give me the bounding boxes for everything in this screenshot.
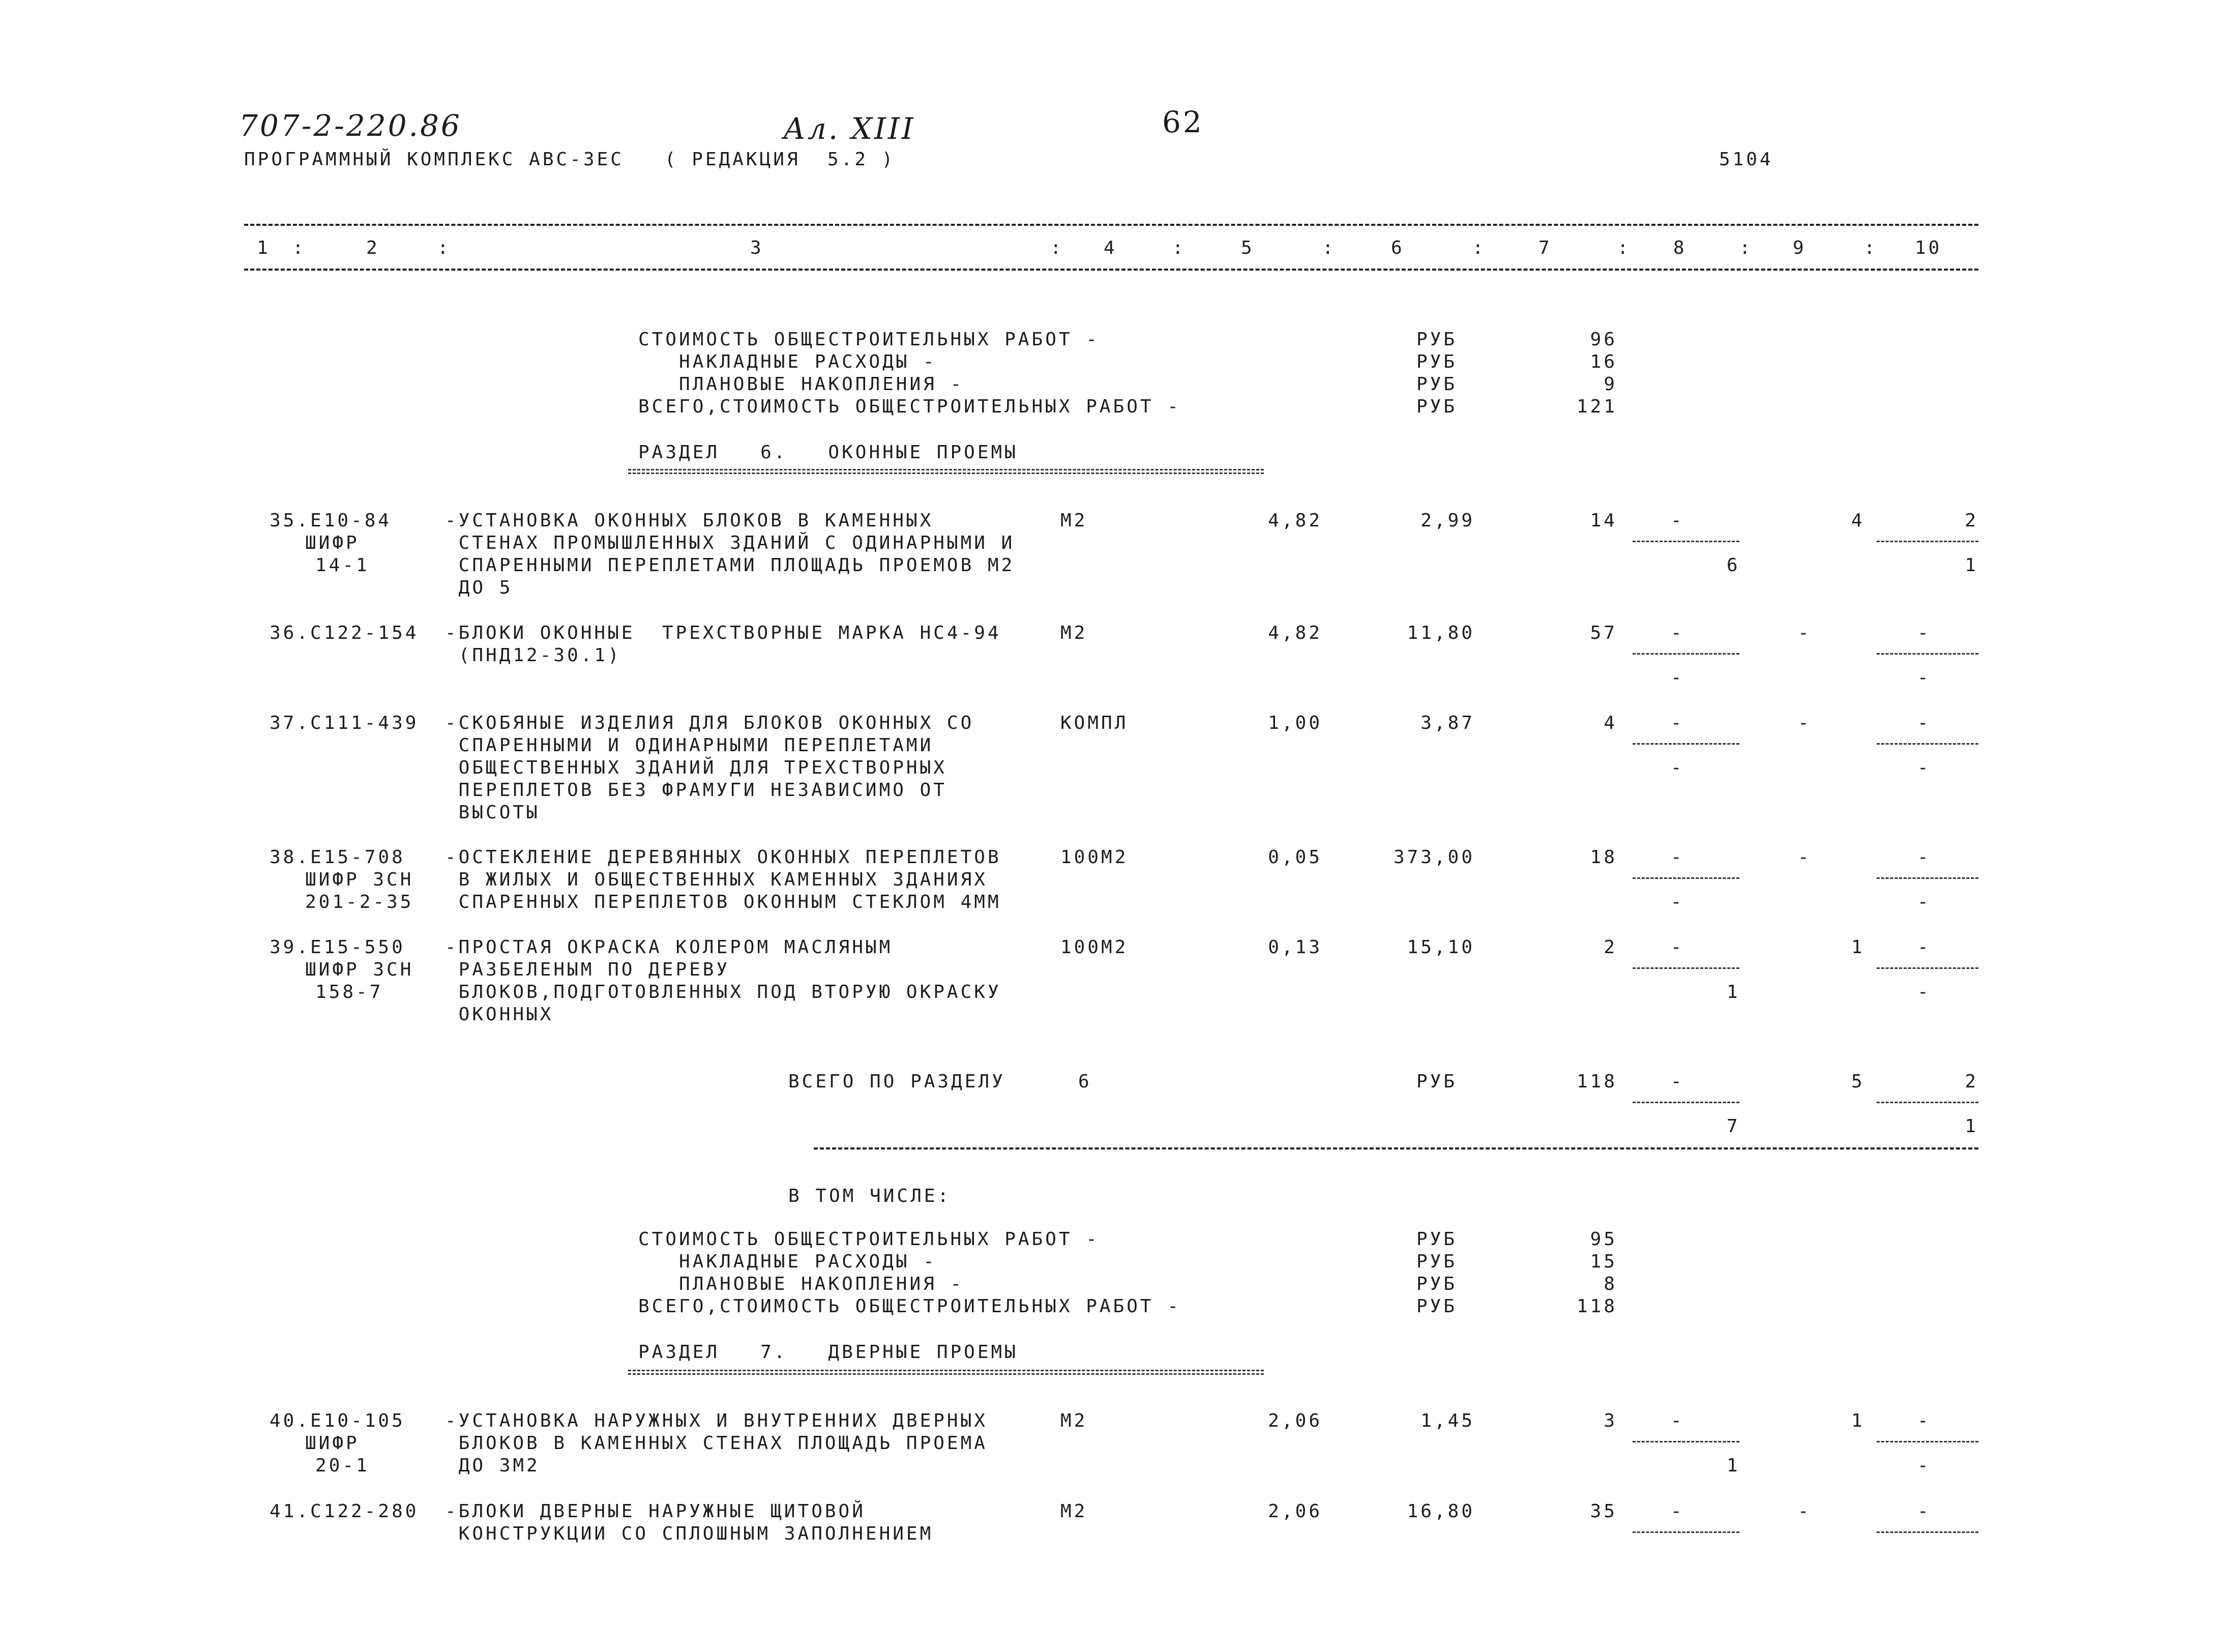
col8-lower-value: - (1671, 667, 1684, 688)
item-code: 41.С122-280 (270, 1501, 419, 1522)
summary-unit: РУБ (1416, 1251, 1458, 1272)
col9-value: - (1798, 1501, 1812, 1522)
col10-value: - (1917, 713, 1931, 733)
item-code: ШИФР (305, 1433, 360, 1454)
item-quantity: 4,82 (1268, 510, 1322, 531)
summary-value: 121 (1576, 396, 1617, 417)
col8-value: - (1671, 1501, 1684, 1522)
summary-unit: РУБ (1416, 351, 1458, 372)
col10-lower-value: - (1917, 1455, 1931, 1476)
item-quantity: 0,13 (1268, 937, 1322, 958)
summary-label: СТОИМОСТЬ ОБЩЕСТРОИТЕЛЬНЫХ РАБОТ - (638, 329, 1100, 350)
item-total: 2 (1604, 937, 1617, 958)
col10-lower-value: 1 (1965, 1116, 1978, 1137)
col8-divider (1633, 653, 1739, 655)
summary-unit: РУБ (1416, 1229, 1458, 1250)
summary-value: 95 (1590, 1229, 1617, 1250)
col10-divider (1877, 877, 1978, 879)
col-header-3: 3 (750, 238, 764, 258)
item-quantity: 2,06 (1268, 1410, 1322, 1431)
col-header-2: 2 (366, 238, 380, 258)
col-header-5: 5 (1241, 238, 1255, 258)
item-unit-price: 2,99 (1420, 510, 1475, 531)
item-description: -ПРОСТАЯ ОКРАСКА КОЛЕРОМ МАСЛЯНЫМ (445, 937, 893, 958)
col8-value: - (1671, 1071, 1684, 1092)
col-header-4: 4 (1104, 238, 1117, 258)
summary-label: ВСЕГО,СТОИМОСТЬ ОБЩЕСТРОИТЕЛЬНЫХ РАБОТ - (638, 396, 1181, 417)
item-description: СТЕНАХ ПРОМЫШЛЕННЫХ ЗДАНИЙ С ОДИНАРНЫМИ И (445, 533, 1015, 553)
item-unit: 100М2 (1060, 937, 1129, 958)
col10-value: - (1917, 847, 1931, 868)
item-description: БЛОКОВ В КАМЕННЫХ СТЕНАХ ПЛОЩАДЬ ПРОЕМА (445, 1433, 988, 1454)
item-unit-price: 3,87 (1420, 713, 1475, 733)
item-unit: КОМПЛ (1060, 713, 1129, 733)
item-unit: 100М2 (1060, 847, 1129, 868)
summary-label: ПЛАНОВЫЕ НАКОПЛЕНИЯ - (638, 374, 964, 395)
item-code: ШИФР ЗСН (305, 869, 414, 890)
summary-value: 96 (1590, 329, 1617, 350)
item-total: 3 (1604, 1410, 1617, 1431)
summary-label: НАКЛАДНЫЕ РАСХОДЫ - (638, 351, 937, 372)
summary-value: 118 (1576, 1296, 1617, 1317)
item-code: 40.Е10-105 (270, 1410, 405, 1431)
section-separator (814, 1147, 1978, 1149)
item-description: ДО 5 (445, 577, 513, 598)
item-unit: М2 (1060, 1410, 1088, 1431)
col-sep: : (1050, 238, 1064, 258)
section-total-label: ВСЕГО ПО РАЗДЕЛУ (788, 1071, 1005, 1092)
col8-value: - (1671, 1410, 1684, 1431)
col10-divider (1877, 1441, 1978, 1442)
col-sep: : (1322, 238, 1336, 258)
sheet-label: Ал. XIII (783, 111, 915, 146)
item-description: СПАРЕННЫХ ПЕРЕПЛЕТОВ ОКОННЫМ СТЕКЛОМ 4ММ (445, 892, 1001, 912)
col-header-6: 6 (1391, 238, 1405, 258)
item-description: ОКОННЫХ (445, 1004, 554, 1025)
col10-value: - (1917, 623, 1931, 643)
item-code: 35.Е10-84 (270, 510, 392, 531)
document-code: 707-2-220.86 (239, 108, 462, 143)
page-number: 62 (1162, 105, 1204, 139)
program-line: ПРОГРАММНЫЙ КОМПЛЕКС АВС-3ЕС ( РЕДАКЦИЯ 5.2 ) (244, 149, 896, 170)
col9-value: 1 (1851, 937, 1865, 958)
item-total: 57 (1590, 623, 1617, 643)
item-unit-price: 11,80 (1407, 623, 1475, 643)
item-code: ШИФР (305, 533, 360, 553)
col-sep: : (1864, 238, 1878, 258)
item-description: СПАРЕННЫМИ ПЕРЕПЛЕТАМИ ПЛОЩАДЬ ПРОЕМОВ М2 (445, 555, 1015, 576)
item-total: 18 (1590, 847, 1617, 868)
summary-unit: РУБ (1416, 1274, 1458, 1294)
col9-value: - (1798, 623, 1812, 643)
col-sep: : (292, 238, 306, 258)
col8-lower-value: - (1671, 757, 1684, 778)
summary-label: ПЛАНОВЫЕ НАКОПЛЕНИЯ - (638, 1274, 964, 1294)
col10-divider (1877, 967, 1978, 969)
section-total-number: 6 (1078, 1071, 1092, 1092)
summary-unit: РУБ (1416, 374, 1458, 395)
col10-divider (1877, 1102, 1978, 1103)
summary-value: 9 (1604, 374, 1617, 395)
header-rule-top (244, 224, 1978, 226)
item-code: 37.С111-439 (270, 713, 419, 733)
item-description: ВЫСОТЫ (445, 802, 540, 823)
item-quantity: 0,05 (1268, 847, 1322, 868)
item-description: ОБЩЕСТВЕННЫХ ЗДАНИЙ ДЛЯ ТРЕХСТВОРНЫХ (445, 757, 947, 778)
item-code: ШИФР ЗСН (305, 959, 414, 980)
col10-lower-value: - (1917, 667, 1931, 688)
col-header-7: 7 (1538, 238, 1552, 258)
section-underline (628, 1370, 1264, 1375)
col-header-9: 9 (1793, 238, 1806, 258)
item-description: -БЛОКИ ОКОННЫЕ ТРЕХСТВОРНЫЕ МАРКА НС4-94 (445, 623, 1001, 643)
col9-value: 4 (1851, 510, 1865, 531)
col-header-1: 1 (257, 238, 271, 258)
col8-lower-value: - (1671, 892, 1684, 912)
col8-lower-value: 1 (1727, 1455, 1740, 1476)
summary-unit: РУБ (1416, 329, 1458, 350)
col8-divider (1633, 743, 1739, 745)
col8-value: - (1671, 623, 1684, 643)
section-title: РАЗДЕЛ 7. ДВЕРНЫЕ ПРОЕМЫ (638, 1342, 1018, 1363)
item-unit-price: 1,45 (1420, 1410, 1475, 1431)
col10-divider (1877, 653, 1978, 655)
col-sep: : (437, 238, 451, 258)
col9-value: 5 (1851, 1071, 1865, 1092)
col10-divider (1877, 743, 1978, 745)
col10-divider (1877, 1531, 1978, 1533)
item-code: 201-2-35 (305, 892, 414, 912)
item-code: 14-1 (315, 555, 370, 576)
item-description: БЛОКОВ,ПОДГОТОВЛЕННЫХ ПОД ВТОРУЮ ОКРАСКУ (445, 982, 1001, 1002)
col-header-8: 8 (1673, 238, 1687, 258)
summary-label: НАКЛАДНЫЕ РАСХОДЫ - (638, 1251, 937, 1272)
item-quantity: 4,82 (1268, 623, 1322, 643)
item-code: 158-7 (315, 982, 383, 1002)
col8-lower-value: 7 (1727, 1116, 1740, 1137)
col8-divider (1633, 1441, 1739, 1442)
col10-divider (1877, 541, 1978, 542)
header-rule-bottom (244, 269, 1978, 271)
item-total: 14 (1590, 510, 1617, 531)
col8-lower-value: 1 (1727, 982, 1740, 1002)
col10-value: - (1917, 1410, 1931, 1431)
item-quantity: 2,06 (1268, 1501, 1322, 1522)
item-quantity: 1,00 (1268, 713, 1322, 733)
summary-label: ВСЕГО,СТОИМОСТЬ ОБЩЕСТРОИТЕЛЬНЫХ РАБОТ - (638, 1296, 1181, 1317)
col-sep: : (1617, 238, 1631, 258)
col8-value: - (1671, 847, 1684, 868)
section-underline (628, 469, 1264, 474)
col8-value: - (1671, 510, 1684, 531)
item-description: -БЛОКИ ДВЕРНЫЕ НАРУЖНЫЕ ЩИТОВОЙ (445, 1501, 866, 1522)
col10-lower-value: 1 (1965, 555, 1978, 576)
section-total-unit: РУБ (1416, 1071, 1458, 1092)
col8-divider (1633, 541, 1739, 542)
section-total-value: 118 (1576, 1071, 1617, 1092)
col8-value: - (1671, 937, 1684, 958)
item-unit-price: 15,10 (1407, 937, 1475, 958)
col-header-10: 10 (1915, 238, 1942, 258)
col9-value: - (1798, 713, 1812, 733)
item-description: В ЖИЛЫХ И ОБЩЕСТВЕННЫХ КАМЕННЫХ ЗДАНИЯХ (445, 869, 988, 890)
item-total: 35 (1590, 1501, 1617, 1522)
col8-divider (1633, 1102, 1739, 1103)
col10-lower-value: - (1917, 982, 1931, 1002)
item-description: СПАРЕННЫМИ И ОДИНАРНЫМИ ПЕРЕПЛЕТАМИ (445, 735, 934, 756)
item-code: 39.Е15-550 (270, 937, 405, 958)
item-unit: М2 (1060, 510, 1088, 531)
col-sep: : (1172, 238, 1186, 258)
item-description: ПЕРЕПЛЕТОВ БЕЗ ФРАМУГИ НЕЗАВИСИМО ОТ (445, 780, 947, 801)
including-label: В ТОМ ЧИСЛЕ: (788, 1186, 952, 1206)
col-sep: : (1739, 238, 1753, 258)
col10-value: 2 (1965, 510, 1978, 531)
item-unit-price: 373,00 (1393, 847, 1475, 868)
col10-value: 2 (1965, 1071, 1978, 1092)
item-description: -УСТАНОВКА НАРУЖНЫХ И ВНУТРЕННИХ ДВЕРНЫХ (445, 1410, 988, 1431)
item-description: (ПНД12-30.1) (445, 645, 621, 666)
summary-value: 16 (1590, 351, 1617, 372)
item-description: ДО 3М2 (445, 1455, 540, 1476)
summary-value: 15 (1590, 1251, 1617, 1272)
item-description: -УСТАНОВКА ОКОННЫХ БЛОКОВ В КАМЕННЫХ (445, 510, 934, 531)
col8-divider (1633, 877, 1739, 879)
item-description: -СКОБЯНЫЕ ИЗДЕЛИЯ ДЛЯ БЛОКОВ ОКОННЫХ СО (445, 713, 974, 733)
col9-value: - (1798, 847, 1812, 868)
col10-value: - (1917, 1501, 1931, 1522)
item-unit: М2 (1060, 1501, 1088, 1522)
col10-lower-value: - (1917, 892, 1931, 912)
item-description: -ОСТЕКЛЕНИЕ ДЕРЕВЯННЫХ ОКОННЫХ ПЕРЕПЛЕТОВ (445, 847, 1001, 868)
item-description: КОНСТРУКЦИИ СО СПЛОШНЫМ ЗАПОЛНЕНИЕМ (445, 1523, 934, 1544)
col8-value: - (1671, 713, 1684, 733)
col8-divider (1633, 967, 1739, 969)
summary-value: 8 (1604, 1274, 1617, 1294)
summary-unit: РУБ (1416, 1296, 1458, 1317)
col9-value: 1 (1851, 1410, 1865, 1431)
col8-lower-value: 6 (1727, 555, 1740, 576)
item-description: РАЗБЕЛЕНЫМ ПО ДЕРЕВУ (445, 959, 730, 980)
summary-label: СТОИМОСТЬ ОБЩЕСТРОИТЕЛЬНЫХ РАБОТ - (638, 1229, 1100, 1250)
item-unit-price: 16,80 (1407, 1501, 1475, 1522)
section-title: РАЗДЕЛ 6. ОКОННЫЕ ПРОЕМЫ (638, 442, 1018, 463)
summary-unit: РУБ (1416, 396, 1458, 417)
col8-divider (1633, 1531, 1739, 1533)
item-code: 36.С122-154 (270, 623, 419, 643)
item-unit: М2 (1060, 623, 1088, 643)
item-total: 4 (1604, 713, 1617, 733)
col10-lower-value: - (1917, 757, 1931, 778)
col10-value: - (1917, 937, 1931, 958)
col-sep: : (1472, 238, 1486, 258)
item-code: 20-1 (315, 1455, 370, 1476)
item-code: 38.Е15-708 (270, 847, 405, 868)
document-number: 5104 (1719, 149, 1773, 170)
